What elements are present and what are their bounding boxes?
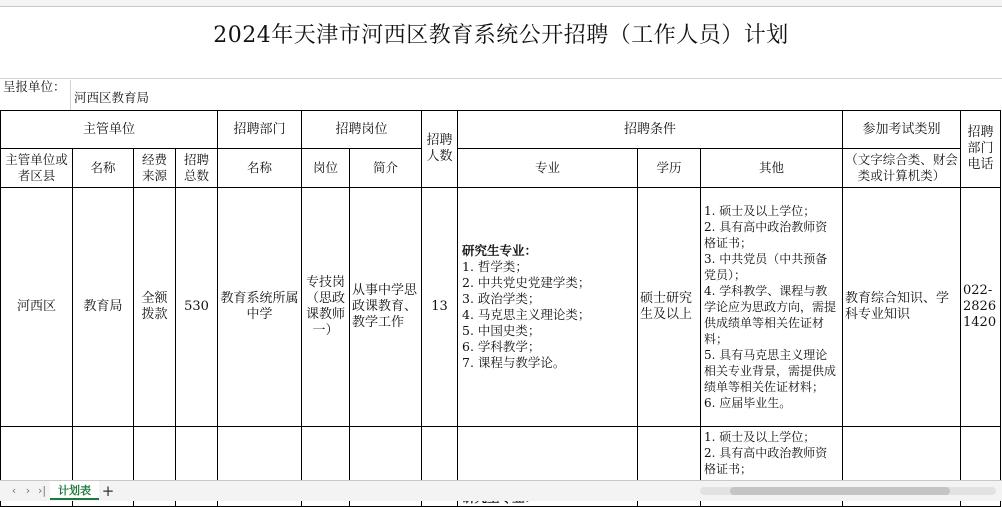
header-dept-name: 名称 — [218, 149, 302, 188]
header-exam-type: 参加考试类别 — [843, 111, 961, 149]
cell-other[interactable] — [701, 188, 843, 427]
header-other: 其他 — [701, 149, 843, 188]
cell-district[interactable]: 河西区 — [1, 188, 73, 427]
header-name: 名称 — [73, 149, 134, 188]
last-sheet-button[interactable]: ›| — [37, 484, 47, 497]
cell-name[interactable]: 教育局 — [73, 188, 134, 427]
recruitment-table — [0, 110, 1001, 507]
add-sheet-button[interactable]: + — [101, 482, 115, 500]
cell-exam-type[interactable]: 教育综合知识、学科专业知识 — [843, 188, 961, 427]
condition-item: 1. 硕士及以上学位； — [704, 204, 816, 218]
header-education: 学历 — [638, 149, 701, 188]
column-header-strip — [0, 0, 1002, 7]
header-phone: 招聘部门电话 — [961, 111, 1001, 188]
condition-item: 2. 具有高中政治教师资格证书； — [704, 446, 828, 476]
scrollbar-thumb[interactable] — [730, 487, 950, 495]
cell-divider — [70, 80, 71, 110]
header-district: 主管单位或者区县 — [1, 149, 73, 188]
header-row-2 — [1, 149, 1001, 188]
cell-intro[interactable]: 从事中学思政课教育、教学工作 — [350, 188, 422, 427]
cell-total[interactable]: 530 — [176, 188, 218, 427]
table-row[interactable] — [1, 188, 1001, 427]
header-major: 专业 — [458, 149, 638, 188]
horizontal-scrollbar[interactable] — [700, 487, 996, 495]
sheet-tab-plan[interactable]: 计划表 — [50, 481, 99, 500]
condition-item: 4. 学科教学、课程与教学论应为思政方向，需提供成绩单等相关佐证材料； — [704, 284, 837, 346]
header-post: 招聘岗位 — [302, 111, 422, 149]
cell-funding[interactable]: 全额拨款 — [134, 188, 176, 427]
major-item: 6. 学科教学； — [462, 339, 541, 354]
header-row-1 — [1, 111, 1001, 149]
cell-education[interactable]: 硕士研究生及以上 — [638, 188, 701, 427]
header-exam-note: （文字综合类、财会类或计算机类） — [843, 149, 961, 188]
header-supervisor: 主管单位 — [1, 111, 218, 149]
header-conditions: 招聘条件 — [458, 111, 843, 149]
condition-item: 5. 具有马克思主义理论相关专业背景，需提供成绩单等相关佐证材料； — [704, 348, 837, 394]
major-title: 研究生专业： — [462, 243, 538, 258]
condition-item: 6. 应届毕业生。 — [704, 396, 792, 410]
major-item: 1. 哲学类； — [462, 259, 528, 274]
sheet-title: 2024年天津市河西区教育系统公开招聘（工作人员）计划 — [213, 23, 789, 48]
cell-major[interactable] — [458, 188, 638, 427]
header-total: 招聘总数 — [176, 149, 218, 188]
major-item: 7. 课程与教学论。 — [462, 355, 566, 370]
condition-item: 1. 硕士及以上学位； — [704, 430, 816, 444]
header-funding: 经费来源 — [134, 149, 176, 188]
cell-dept-name[interactable]: 教育系统所属中学 — [218, 188, 302, 427]
major-item: 5. 中国史类； — [462, 323, 541, 338]
row-divider — [0, 78, 1002, 79]
report-unit-value: 河西区教育局 — [74, 90, 150, 105]
major-item: 2. 中共党史党建学类； — [462, 275, 591, 290]
header-hire-count: 招聘人数 — [422, 111, 458, 188]
prev-sheet-button[interactable]: ‹ — [11, 484, 17, 497]
condition-item: 2. 具有高中政治教师资格证书； — [704, 220, 828, 250]
header-dept: 招聘部门 — [218, 111, 302, 149]
cell-post[interactable]: 专技岗（思政课教师一） — [302, 188, 350, 427]
condition-item: 3. 中共党员（中共预备党员）； — [704, 252, 828, 282]
major-item: 3. 政治学类； — [462, 291, 541, 306]
cell-hire-count[interactable]: 13 — [422, 188, 458, 427]
report-unit-label: 呈报单位： — [3, 79, 66, 94]
cell-phone[interactable]: 022-28261420 — [961, 188, 1001, 427]
header-post-name: 岗位 — [302, 149, 350, 188]
sheet-tab-bar — [0, 480, 1002, 501]
major-item: 4. 马克思主义理论类； — [462, 307, 591, 322]
next-sheet-button[interactable]: › — [25, 484, 31, 497]
header-intro: 简介 — [350, 149, 422, 188]
